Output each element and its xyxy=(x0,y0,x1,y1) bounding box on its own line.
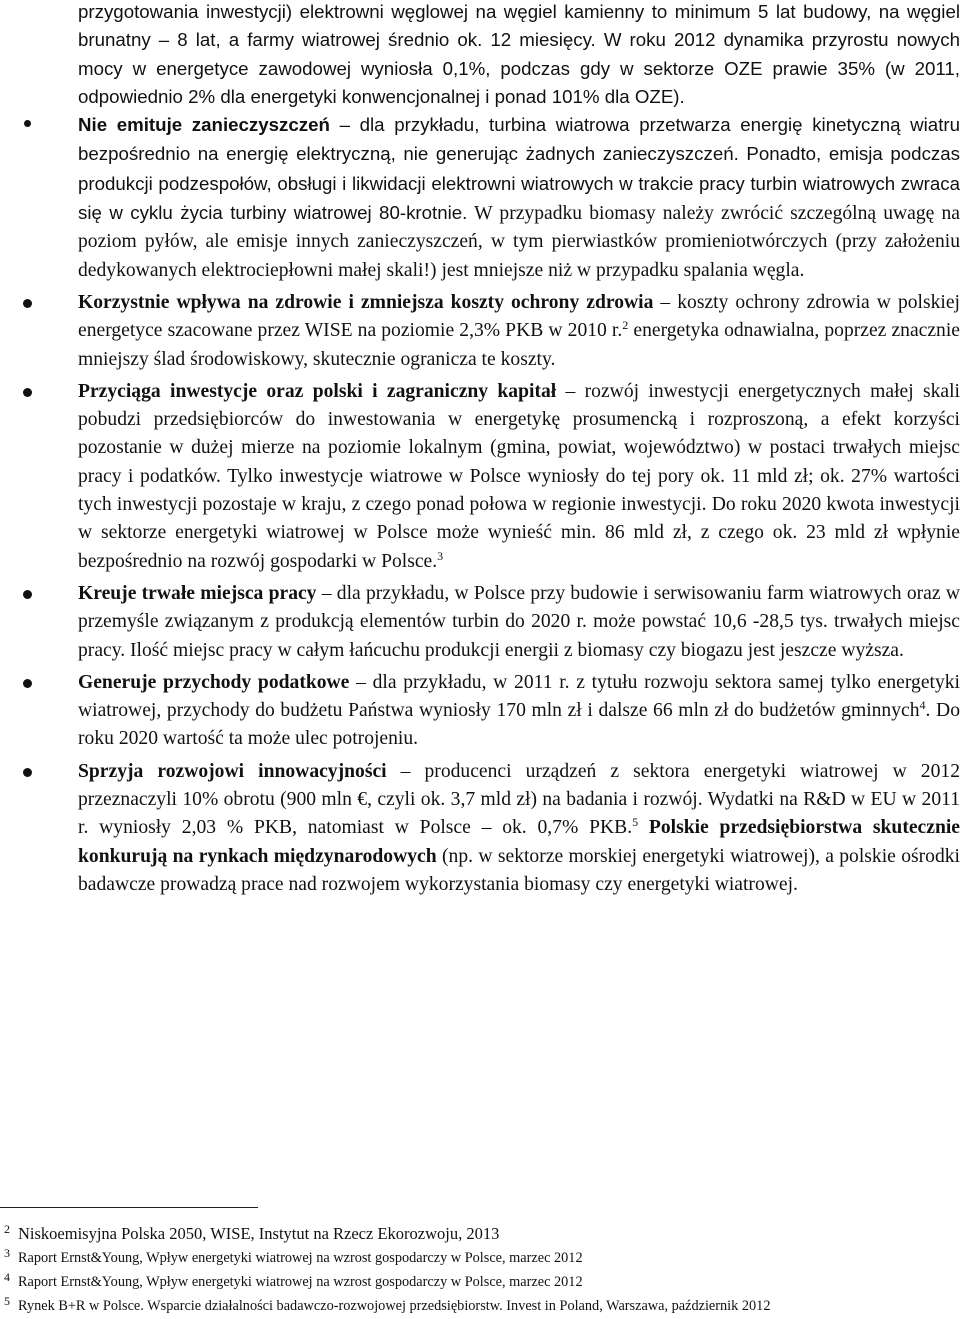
footnote-number: 5 xyxy=(4,1294,10,1308)
footnote-ref[interactable]: 2 xyxy=(622,318,629,333)
footnote-text: Raport Ernst&Young, Wpływ energetyki wiatrowej na wzrost gospodarczy w Polsce, marzec 2012 xyxy=(18,1250,583,1266)
footnote-number: 2 xyxy=(4,1222,10,1236)
footnote-ref[interactable]: 5 xyxy=(632,815,639,830)
bullet-heading: Korzystnie wpływa na zdrowie i zmniejsza koszty ochrony zdrowia xyxy=(78,291,654,313)
footnote xyxy=(4,1222,954,1246)
bullet-dot-icon xyxy=(23,590,32,599)
footnote-text: Niskoemisyjna Polska 2050, WISE, Instytut na Rzecz Ekorozwoju, 2013 xyxy=(18,1224,500,1243)
bullet-dot-icon xyxy=(23,679,32,688)
footnote xyxy=(4,1270,954,1294)
bullet-text: Ponadto, emisja podczas produkcji podzespołów, obsługi i likwidacji elektrowni wiatrowych w trakcie pracy turbin wiatrowych zwraca się w cyklu życia turbiny wiatrowej 80-krotnie. xyxy=(78,143,960,224)
body-text xyxy=(78,0,960,903)
bullet-text: – dla przykładu, turbina wiatrowa przetwarza energię kinetyczną wiatru bezpośrednio na energię elektryczną, nie generując żadnych zanieczyszczeń. xyxy=(78,114,960,165)
footnote xyxy=(4,1246,954,1270)
bullet-text: – koszty ochrony zdrowia w polskiej energetyce szacowane przez WISE na poziomie 2,3% PKB w 2010 r. xyxy=(78,291,960,342)
bullet-dot-icon xyxy=(24,120,31,127)
footnote-ref[interactable]: 4 xyxy=(919,698,926,713)
bullet-text: energetyka odnawialna, poprzez znacznie mniejszy ślad środowiskowy, skutecznie ogranicza te koszty. xyxy=(78,320,960,370)
footnotes xyxy=(4,1222,954,1318)
footnote-text: Rynek B+R w Polsce. Wsparcie działalności badawczo-rozwojowej przedsiębiorstw. Invest in Poland, Warszawa, październik 2012 xyxy=(18,1298,771,1314)
bullet-dot-icon xyxy=(23,388,32,397)
footnote-number: 3 xyxy=(4,1246,10,1260)
bullet-text: – producenci urządzeń z sektora energetyki wiatrowej w 2012 przeznaczyli 10% obrotu (900 mln €, czyli ok. 3,7 mld zł) na badania i rozwój. Wydatki na R&D w EU w 2011 r. wyniosły 2,03 % PKB, natomiast w Polsce – ok. 0,7% PKB. xyxy=(78,760,960,839)
bullet-heading: Sprzyja rozwojowi innowacyjności xyxy=(78,760,387,782)
footnote-text: Raport Ernst&Young, Wpływ energetyki wiatrowej na wzrost gospodarczy w Polsce, marzec 2012 xyxy=(18,1274,583,1290)
bullet-dot-icon xyxy=(23,299,32,308)
footnote-number: 4 xyxy=(4,1270,10,1284)
bullet-no-pollution xyxy=(78,111,960,285)
bullet-heading: Przyciąga inwestycje oraz polski i zagraniczny kapitał xyxy=(78,380,557,402)
bullet-investment xyxy=(78,378,960,576)
bullet-heading: Generuje przychody podatkowe xyxy=(78,671,350,693)
bullet-health xyxy=(78,289,960,374)
footnote-divider xyxy=(0,1207,258,1208)
bullet-dot-icon xyxy=(23,768,32,777)
intro-paragraph: przygotowania inwestycji) elektrowni węglowej na węgiel kamienny to minimum 5 lat budowy, na węgiel brunatny – 8 lat, a farmy wiatrowej średnio ok. 12 miesięcy. W roku 2012 dynamika przyrostu nowych mocy w energetyce zawodowej wyniosła 0,1%, podczas gdy w sektorze OZE prawie 35% (w 2011, odpowiednio 2% dla energetyki konwencjonalnej i ponad 101% dla OZE). xyxy=(78,1,960,107)
bullet-text: – dla przykładu, w Polsce przy budowie i serwisowaniu farm wiatrowych oraz w przemyśle związanym z produkcją elementów turbin do 2020 r. może powstać 10,6 -28,5 tys. trwałych miejsc pracy. Ilość miejsc pracy w całym łańcuchu produkcji energii z biomasy czy biogazu jest jeszcze wyższa. xyxy=(78,582,960,661)
bullet-text: (np. w sektorze morskiej energetyki wiatrowej), a polskie ośrodki badawcze prowadzą prace nad rozwojem wykorzystania biomasy czy energetyki wiatrowej. xyxy=(78,845,960,895)
bullet-text: W przypadku biomasy należy zwrócić szczególną uwagę na poziom pyłów, ale emisje innych zanieczyszczeń, w tym pierwiastków promieniotwórczych (przy założeniu dedykowanych elektrociepłowni małej skali!) jest mniejsze niż w przypadku spalania węgla. xyxy=(78,203,960,281)
bullet-heading: Polskie przedsiębiorstwa skutecznie konkurują na rynkach międzynarodowych xyxy=(78,817,960,867)
bullet-text: – rozwój inwestycji energetycznych małej skali pobudzi przedsiębiorców do inwestowania w energetykę prosumencką i rozproszoną, a efekt korzyści pozostanie w dużej mierze na poziomie lokalnym (gmina, powiat, województwo) w postaci trwałych miejsc pracy i podatków. Tylko inwestycje wiatrowe w Polsce wyniosły do tej pory ok. 11 mld zł; ok. 27% wartości tych inwestycji pozostaje w kraju, z czego ponad połowa w regionie inwestycji. Do roku 2020 kwota inwestycji w sektorze energetyki wiatrowej w Polsce może wynieść min. 86 mld zł, z czego ok. 23 mld zł wpłynie bezpośrednio na rozwój gospodarki w Polsce. xyxy=(78,380,960,572)
bullet-heading: Kreuje trwałe miejsca pracy xyxy=(78,582,317,604)
footnote xyxy=(4,1294,954,1318)
bullet-jobs xyxy=(78,580,960,665)
benefits-list xyxy=(78,111,960,899)
footnote-ref[interactable]: 3 xyxy=(437,548,444,563)
bullet-heading: Nie emituje zanieczyszczeń xyxy=(78,114,330,136)
bullet-tax-revenue xyxy=(78,669,960,754)
bullet-text: . Do roku 2020 wartość ta może ulec potrojeniu. xyxy=(78,700,960,750)
bullet-innovation xyxy=(78,758,960,899)
bullet-text: – dla przykładu, w 2011 r. z tytułu rozwoju sektora samej tylko energetyki wiatrowej, przychody do budżetu Państwa wyniosły 170 mln zł i dalsze 66 mln zł do budżetów gminnych xyxy=(78,671,960,722)
